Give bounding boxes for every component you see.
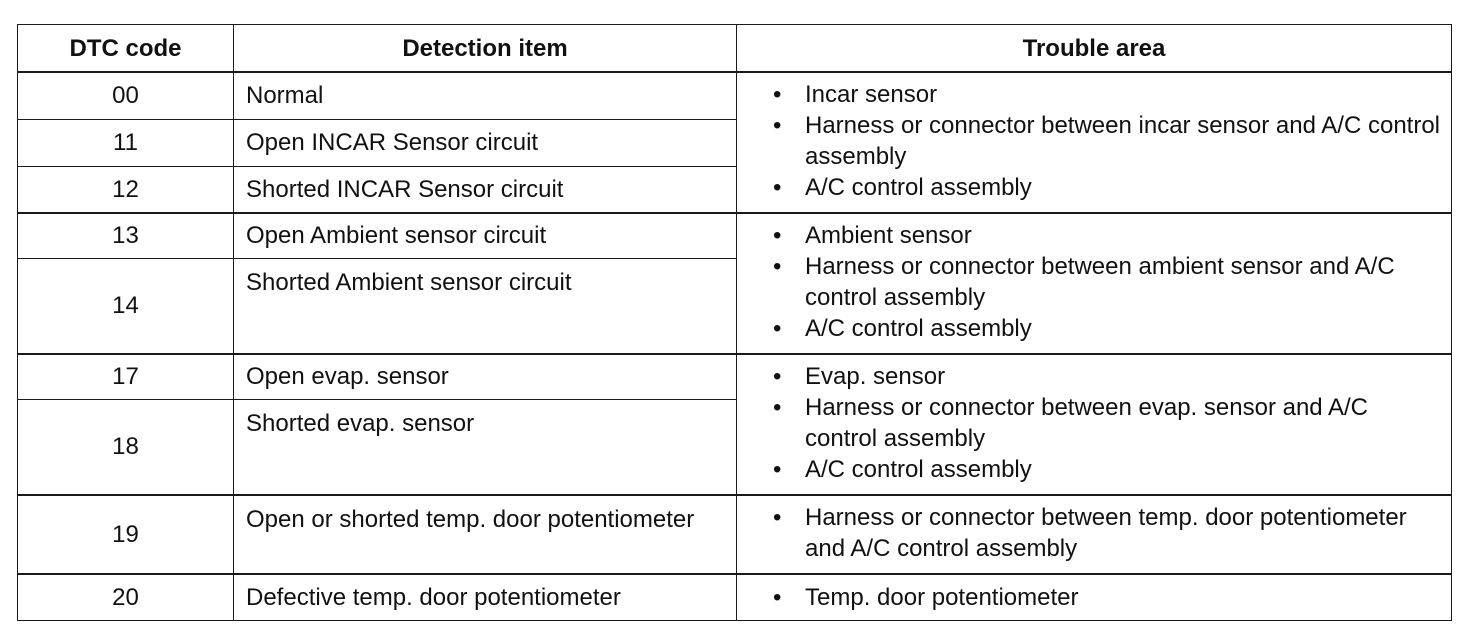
trouble-item: • Harness or connector between incar sensor and A/C control assembly [773, 110, 1441, 172]
trouble-area-cell [737, 495, 1452, 574]
header-row [18, 25, 1452, 73]
trouble-list [773, 502, 1441, 564]
trouble-item: • Temp. door potentiometer [773, 582, 1441, 613]
dtc-code-cell: 12 [18, 166, 234, 213]
trouble-item: • Incar sensor [773, 79, 1441, 110]
table-row [18, 495, 1452, 574]
trouble-item: • Ambient sensor [773, 220, 1441, 251]
detection-item-cell: Open evap. sensor [234, 354, 737, 399]
table-row [18, 354, 1452, 399]
trouble-item: • Harness or connector between ambient sensor and A/C control assembly [773, 251, 1441, 313]
table-row [18, 72, 1452, 119]
detection-item-cell: Shorted evap. sensor [234, 399, 737, 495]
trouble-item: • A/C control assembly [773, 313, 1441, 344]
trouble-area-cell [737, 574, 1452, 620]
dtc-code-cell: 20 [18, 574, 234, 620]
detection-item-cell: Open INCAR Sensor circuit [234, 119, 737, 166]
dtc-code-cell: 14 [18, 258, 234, 354]
dtc-table [17, 24, 1452, 621]
trouble-list [773, 582, 1441, 613]
trouble-area-cell [737, 213, 1452, 354]
detection-item-cell: Normal [234, 72, 737, 119]
table-row [18, 213, 1452, 258]
detection-item-cell: Defective temp. door potentiometer [234, 574, 737, 620]
dtc-table-wrapper [17, 24, 1452, 621]
dtc-code-cell: 19 [18, 495, 234, 574]
trouble-item: • Harness or connector between temp. door potentiometer and A/C control assembly [773, 502, 1441, 564]
detection-item-cell: Shorted INCAR Sensor circuit [234, 166, 737, 213]
header-dtc-code: DTC code [18, 25, 234, 73]
trouble-area-cell [737, 354, 1452, 495]
trouble-list [773, 220, 1441, 344]
detection-item-cell: Open Ambient sensor circuit [234, 213, 737, 258]
detection-item-cell: Shorted Ambient sensor circuit [234, 258, 737, 354]
dtc-code-cell: 00 [18, 72, 234, 119]
table-row [18, 574, 1452, 620]
trouble-item: • A/C control assembly [773, 172, 1441, 203]
trouble-item: • A/C control assembly [773, 454, 1441, 485]
trouble-item: • Harness or connector between evap. sensor and A/C control assembly [773, 392, 1441, 454]
dtc-code-cell: 11 [18, 119, 234, 166]
trouble-area-cell [737, 72, 1452, 213]
trouble-list [773, 361, 1441, 485]
dtc-code-cell: 13 [18, 213, 234, 258]
dtc-code-cell: 17 [18, 354, 234, 399]
trouble-list [773, 79, 1441, 203]
header-trouble-area: Trouble area [737, 25, 1452, 73]
dtc-code-cell: 18 [18, 399, 234, 495]
trouble-item: • Evap. sensor [773, 361, 1441, 392]
detection-item-cell: Open or shorted temp. door potentiometer [234, 495, 737, 574]
header-detection-item: Detection item [234, 25, 737, 73]
